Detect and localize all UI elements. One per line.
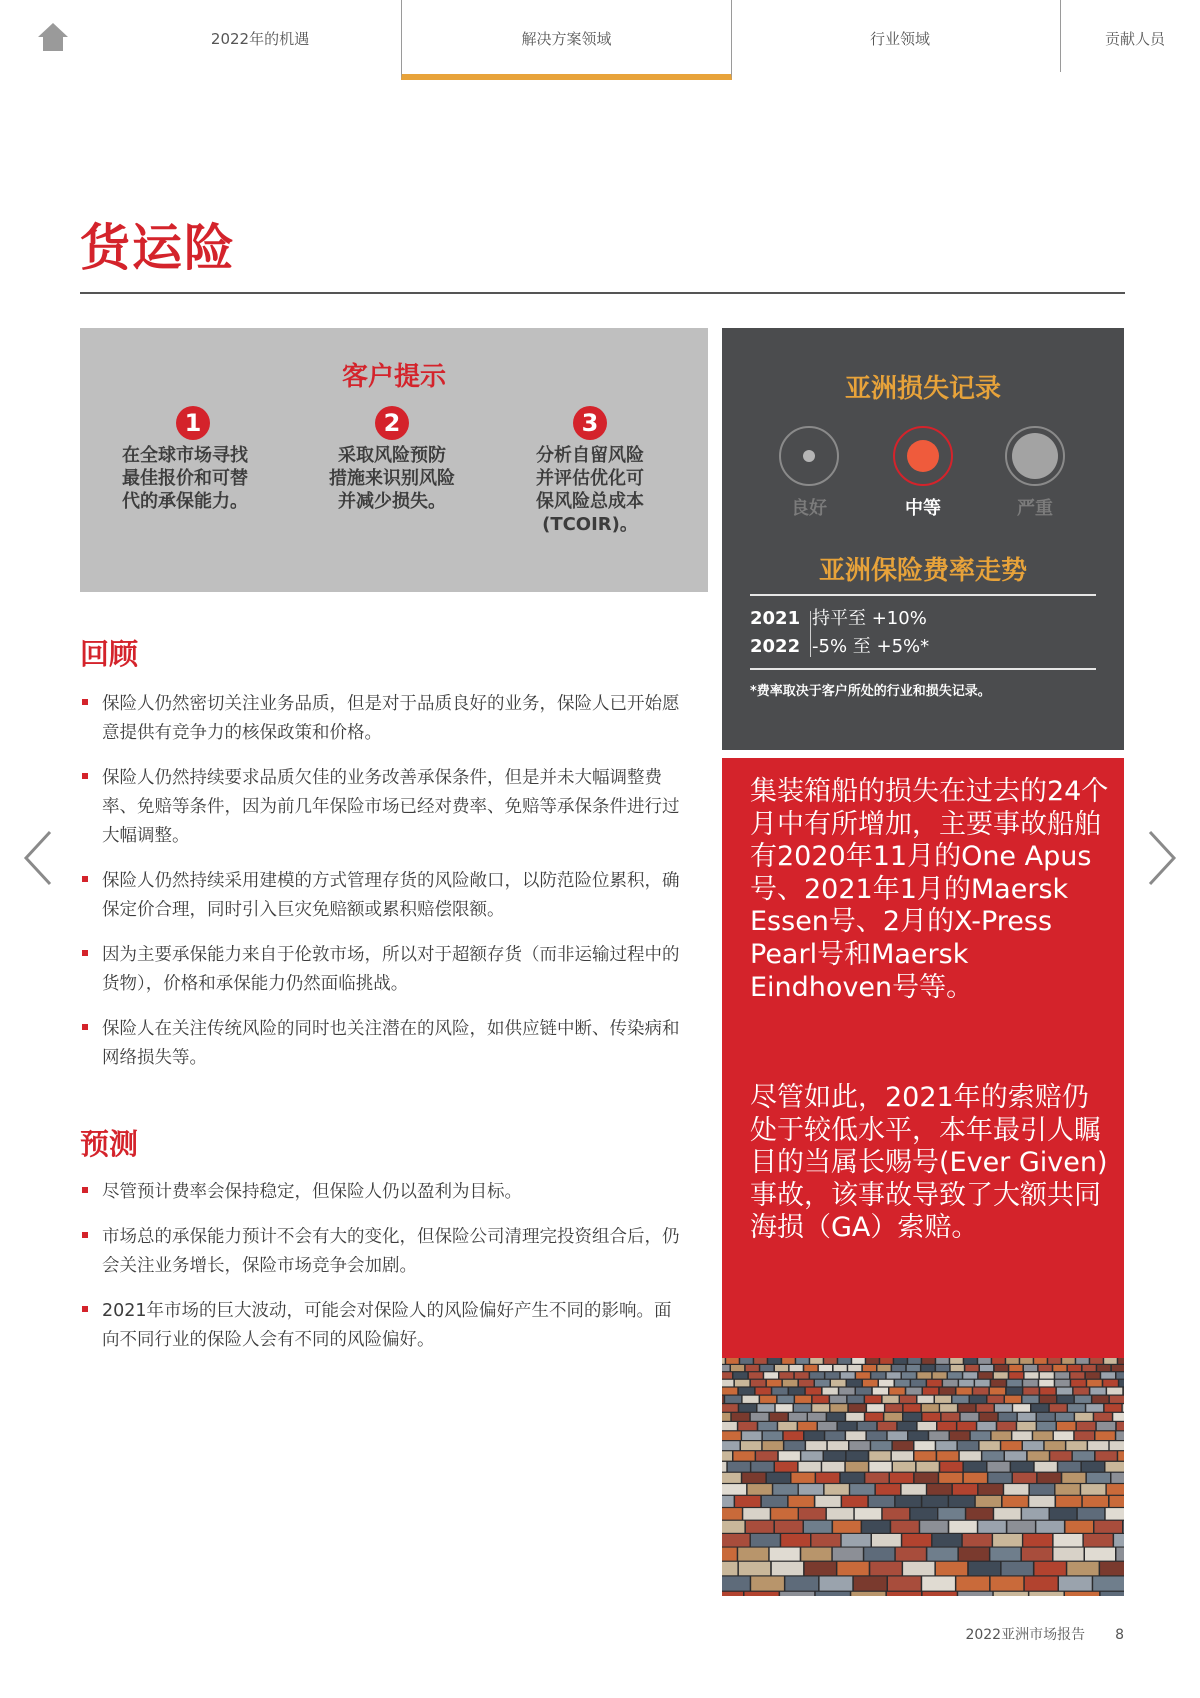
tab-opportunities[interactable]: 2022年的机遇	[210, 30, 310, 48]
page-number: 8	[1115, 1627, 1124, 1643]
page-title: 货运险	[80, 218, 236, 277]
tip-number: 2	[375, 406, 409, 440]
tip-text: 采取风险预防 措施来识别风险 并减少损失。	[329, 445, 455, 512]
list-item: 市场总的承保能力预计不会有大的变化，但保险公司清理完投资组合后，仍会关注业务增长，保险市场竞争会加剧。	[80, 1223, 680, 1281]
tab-solutions[interactable]: 解决方案领域	[401, 0, 732, 80]
top-nav	[0, 0, 1200, 80]
client-tips-title: 客户提示	[341, 362, 446, 392]
list-item: 因为主要承保能力来自于伦敦市场，所以对于超额存货（而非运输过程中的货物），价格和承保能力仍然面临挑战。	[80, 941, 680, 999]
list-item: 2021年市场的巨大波动，可能会对保险人的风险偏好产生不同的影响。面向不同行业的保险人会有不同的风险偏好。	[80, 1297, 680, 1355]
client-tips-box	[80, 328, 708, 592]
report-name: 2022亚洲市场报告	[965, 1627, 1086, 1643]
trend-row-2022	[750, 632, 929, 658]
tab-contributors[interactable]: 贡献人员	[1104, 30, 1165, 48]
trend-year: 2022	[750, 636, 801, 657]
rating-label: 良好	[791, 498, 827, 519]
tip-text: 在全球市场寻找 最佳报价和可替 代的承保能力。	[122, 445, 248, 512]
forecast-list	[80, 1178, 680, 1355]
loss-record-panel	[722, 328, 1124, 750]
rating-severe	[980, 426, 1090, 520]
shipping-containers-image	[722, 1358, 1124, 1596]
review-list	[80, 690, 680, 1073]
list-item: 尽管预计费率会保持稳定，但保险人仍以盈利为目标。	[80, 1178, 680, 1207]
nav-divider	[1060, 0, 1061, 72]
next-page-arrow-icon[interactable]	[1144, 828, 1180, 888]
list-item: 保险人仍然持续要求品质欠佳的业务改善承保条件，但是并未大幅调整费率、免赔等条件，因为前几年保险市场已经对费率、免赔等承保条件进行过大幅调整。	[80, 764, 680, 851]
rating-medium	[868, 426, 978, 520]
tip-number: 1	[176, 406, 210, 440]
list-item: 保险人仍然密切关注业务品质，但是对于品质良好的业务，保险人已开始愿意提供有竞争力的核保政策和价格。	[80, 690, 680, 748]
highlight-paragraph: 尽管如此，2021年的索赔仍处于较低水平，本年最引人瞩目的当属长赐号(Ever Given)事故，该事故导致了大额共同海损（GA）索赔。	[750, 1082, 1108, 1244]
page-footer	[965, 1624, 1124, 1644]
rate-trend-title: 亚洲保险费率走势	[818, 556, 1027, 586]
rating-good-icon	[779, 426, 839, 486]
list-item: 保险人仍然持续采用建模的方式管理存货的风险敞口，以防范险位累积，确保定价合理，同时引入巨灾免赔额或累积赔偿限额。	[80, 867, 680, 925]
tip-item	[307, 406, 477, 513]
rating-severe-icon	[1005, 426, 1065, 486]
forecast-title: 预测	[80, 1127, 139, 1161]
tip-text: 分析自留风险 并评估优化可 保风险总成本 (TCOIR)。	[536, 445, 644, 535]
rating-label: 中等	[905, 498, 941, 519]
tip-item	[505, 406, 675, 536]
tab-industries[interactable]: 行业领域	[869, 30, 930, 48]
loss-record-title: 亚洲损失记录	[844, 374, 1001, 404]
highlight-panel	[722, 758, 1124, 1358]
tip-number: 3	[573, 406, 607, 440]
prev-page-arrow-icon[interactable]	[20, 828, 56, 888]
trend-footnote: *费率取决于客户所处的行业和损失记录。	[750, 684, 991, 699]
rating-label: 严重	[1017, 498, 1053, 519]
list-item: 保险人在关注传统风险的同时也关注潜在的风险，如供应链中断、传染病和网络损失等。	[80, 1015, 680, 1073]
highlight-paragraph: 集装箱船的损失在过去的24个月中有所增加，主要事故船舶有2020年11月的One Apus 号、2021年1月的Maersk Essen号、2月的X-Press Pearl号和Maersk Eindhoven号等。	[750, 776, 1109, 1003]
trend-row-2021	[750, 604, 927, 630]
title-divider	[80, 292, 1125, 294]
trend-divider	[750, 594, 1096, 596]
review-title: 回顾	[80, 637, 139, 671]
trend-value: -5% 至 +5%*	[812, 636, 930, 657]
trend-value: 持平至 +10%	[812, 608, 927, 629]
trend-divider	[750, 668, 1096, 670]
trend-year: 2021	[750, 608, 801, 629]
home-icon[interactable]	[36, 20, 70, 54]
tip-item	[108, 406, 278, 513]
rating-good	[754, 426, 864, 520]
rating-medium-icon	[893, 426, 953, 486]
